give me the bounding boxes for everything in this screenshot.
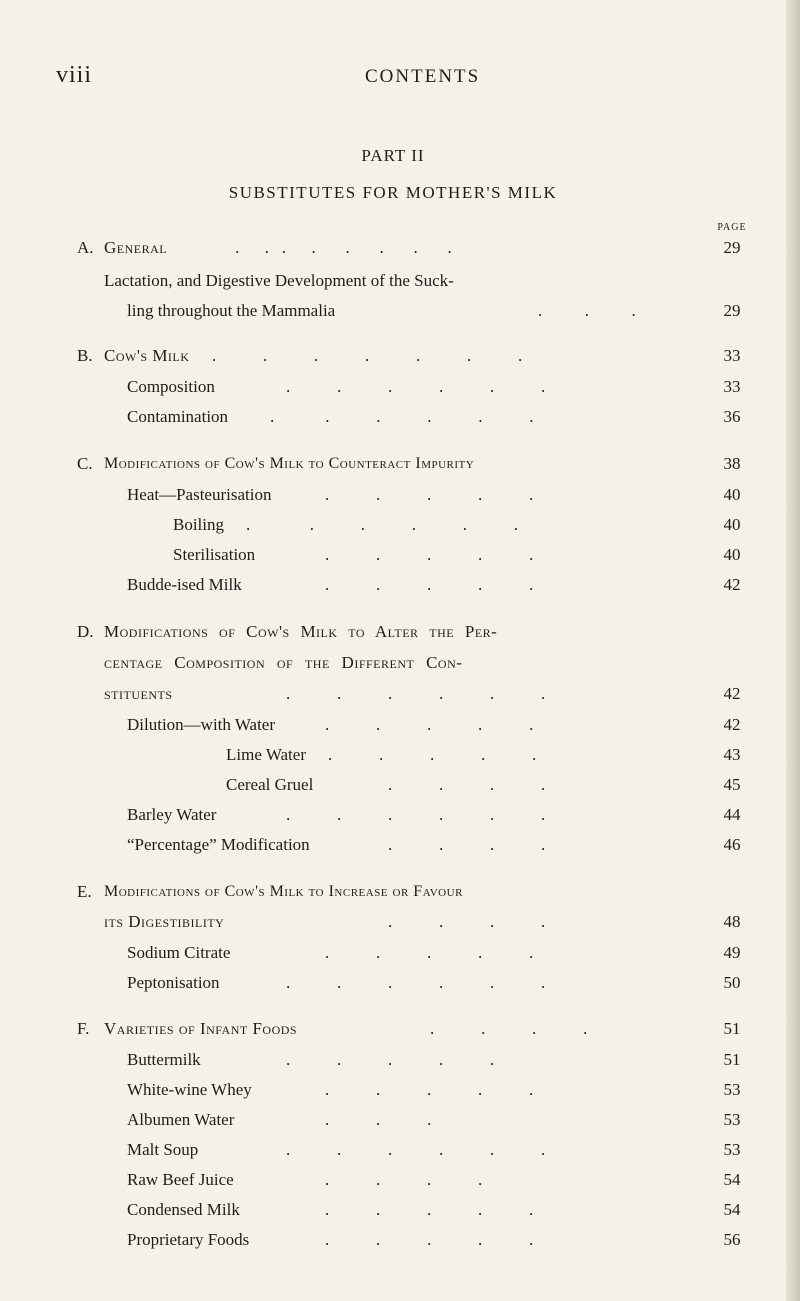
page-ref: 53 [723, 1080, 741, 1099]
item-label: Boiling [173, 515, 225, 534]
section-letter: B. [77, 346, 93, 365]
leader-dots: . . . . . . . [212, 346, 523, 365]
page-column-label: PAGE [717, 222, 747, 233]
toc-item [0, 970, 786, 996]
section-letter: A. [77, 238, 94, 257]
page-edge-shadow [786, 0, 800, 1301]
item-label: Buttermilk [127, 1050, 201, 1069]
page-ref: 43 [723, 745, 741, 764]
toc-item [0, 1107, 786, 1133]
page-ref: 40 [723, 545, 741, 564]
leader-dots: . . . . . . [286, 684, 546, 703]
item-label: Contamination [127, 407, 229, 426]
toc-item [0, 268, 786, 294]
section-title: Modifications of Cow's Milk to Counteract Impurity [104, 455, 475, 472]
page-ref: 53 [723, 1110, 741, 1129]
toc-item [0, 404, 786, 430]
toc-item [0, 802, 786, 828]
item-label: ling throughout the Mammalia [127, 301, 336, 320]
page-ref: 50 [723, 973, 741, 992]
leader-dots: . . . . . [325, 1230, 534, 1249]
page-ref: 29 [723, 301, 741, 320]
item-label: Peptonisation [127, 973, 220, 992]
toc-item [0, 1137, 786, 1163]
page-ref: 54 [723, 1170, 741, 1189]
leader-dots: . . . . . [325, 485, 534, 504]
leader-dots: . . . . . . . . [235, 238, 452, 257]
part-subtitle: SUBSTITUTES FOR MOTHER'S MILK [228, 183, 558, 202]
item-label: Budde-ised Milk [127, 575, 242, 594]
page-ref: 38 [723, 454, 741, 473]
toc-item [0, 1227, 786, 1253]
toc-item [0, 542, 786, 568]
toc-item [0, 1197, 786, 1223]
item-label: “Percentage” Modification [127, 835, 310, 854]
page-ref: 51 [723, 1019, 741, 1038]
toc-item [0, 298, 786, 324]
leader-dots: . . . [538, 301, 636, 320]
page-ref: 46 [723, 835, 741, 854]
item-label: Lime Water [226, 745, 306, 764]
page-ref: 36 [723, 407, 741, 426]
item-label: Sodium Citrate [127, 943, 231, 962]
leader-dots: . . . . . [325, 943, 534, 962]
leader-dots: . . . . . . [286, 1140, 546, 1159]
page-ref: 45 [723, 775, 741, 794]
item-label: White-wine Whey [127, 1080, 252, 1099]
running-header: CONTENTS [365, 66, 481, 87]
page-ref: 40 [723, 515, 741, 534]
leader-dots: . . . . . [325, 545, 534, 564]
section-letter: C. [77, 454, 93, 473]
item-label: Lactation, and Digestive Development of the Suck- [104, 271, 454, 290]
leader-dots: . . . . [388, 775, 546, 794]
toc-item [0, 940, 786, 966]
page-ref: 33 [723, 377, 741, 396]
leader-dots: . . . . . [325, 1200, 534, 1219]
leader-dots: . . . . [430, 1019, 588, 1038]
section-title-line: stituents [104, 684, 173, 703]
section-title-line: centage Composition of the Different Con- [104, 653, 463, 672]
item-label: Cereal Gruel [226, 775, 314, 794]
toc-section-d [0, 619, 786, 645]
page-ref: 42 [723, 575, 741, 594]
item-label: Heat—Pasteurisation [127, 485, 272, 504]
section-letter: F. [77, 1019, 90, 1038]
leader-dots: . . . . . . [286, 805, 546, 824]
leader-dots: . . . . . [325, 715, 534, 734]
toc-item [0, 1077, 786, 1103]
item-label: Condensed Milk [127, 1200, 240, 1219]
leader-dots: . . . . [388, 835, 546, 854]
leader-dots: . . . . . [286, 1050, 495, 1069]
section-title: Modifications of Cow's Milk to Increase or Favour [104, 883, 463, 900]
toc-item [0, 1167, 786, 1193]
page-ref: 42 [723, 684, 741, 703]
section-letter: D. [77, 622, 94, 641]
item-label: Raw Beef Juice [127, 1170, 234, 1189]
page-ref: 49 [723, 943, 741, 962]
toc-item [0, 512, 786, 538]
page-ref: 51 [723, 1050, 741, 1069]
item-label: Albumen Water [127, 1110, 235, 1129]
item-label: Sterilisation [173, 545, 256, 564]
leader-dots: . . . . . . [246, 515, 518, 534]
page-ref: 40 [723, 485, 741, 504]
section-title-line: its Digestibility [104, 912, 225, 931]
toc-section-c [0, 451, 786, 477]
item-label: Dilution—with Water [127, 715, 275, 734]
page-ref: 48 [723, 912, 741, 931]
toc-item [0, 1047, 786, 1073]
section-title: Varieties of Infant Foods [104, 1019, 298, 1038]
toc-item [0, 772, 786, 798]
item-label: Malt Soup [127, 1140, 199, 1159]
section-title: General [104, 238, 168, 257]
page-ref: 56 [723, 1230, 741, 1249]
page-ref: 54 [723, 1200, 741, 1219]
toc-section-e-cont [0, 909, 786, 935]
toc-item [0, 374, 786, 400]
page-ref: 29 [723, 238, 741, 257]
toc-section-d-cont [0, 681, 786, 707]
toc-section-f [0, 1016, 786, 1042]
leader-dots: . . . . . . [270, 407, 534, 426]
item-label: Barley Water [127, 805, 217, 824]
toc-item [0, 482, 786, 508]
leader-dots: . . . . [388, 912, 546, 931]
page-ref: 44 [723, 805, 741, 824]
toc-section-a [0, 235, 786, 261]
item-label: Proprietary Foods [127, 1230, 250, 1249]
toc-item [0, 572, 786, 598]
section-letter: E. [77, 882, 92, 901]
page-ref: 53 [723, 1140, 741, 1159]
leader-dots: . . . [325, 1110, 432, 1129]
leader-dots: . . . . . [325, 575, 534, 594]
section-title: Cow's Milk [104, 346, 190, 365]
page-ref: 42 [723, 715, 741, 734]
leader-dots: . . . . . . [286, 973, 546, 992]
toc-item [0, 832, 786, 858]
page-number: viii [56, 62, 93, 88]
toc-item [0, 712, 786, 738]
leader-dots: . . . . [325, 1170, 483, 1189]
leader-dots: . . . . . [328, 745, 537, 764]
toc-section-e [0, 879, 786, 905]
leader-dots: . . . . . [325, 1080, 534, 1099]
leader-dots: . . . . . . [286, 377, 546, 396]
item-label: Composition [127, 377, 215, 396]
section-title: Modifications of Cow's Milk to Alter the Per- [104, 622, 498, 641]
part-heading: PART II [361, 146, 425, 165]
toc-item [0, 742, 786, 768]
toc-section-d-cont [0, 650, 786, 676]
page-ref: 33 [723, 346, 741, 365]
toc-section-b [0, 343, 786, 369]
